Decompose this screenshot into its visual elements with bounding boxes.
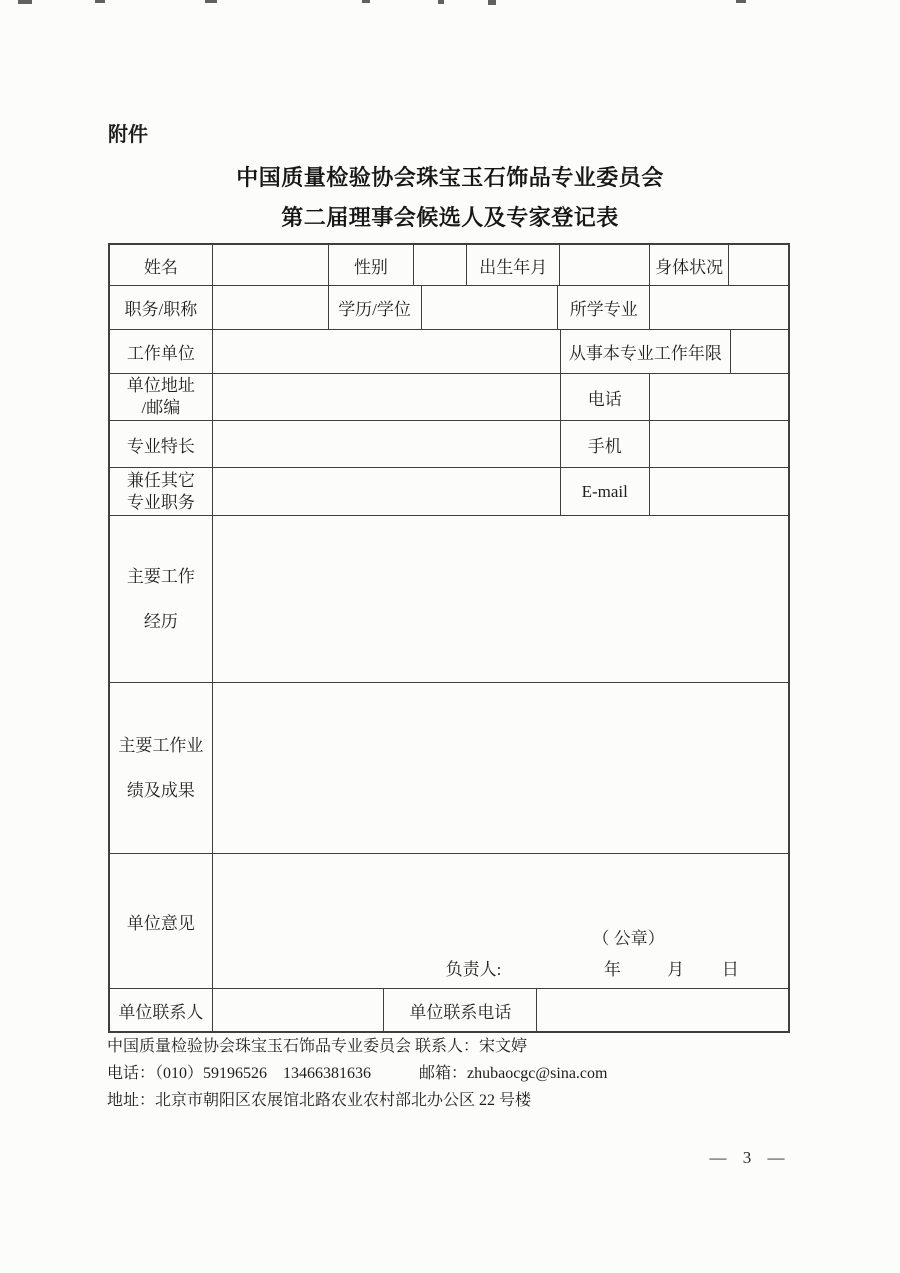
gender-label: 性别: [328, 245, 413, 285]
telephone-value-cell: [649, 374, 788, 420]
concurrent-posts-label-line1: 兼任其它: [126, 470, 195, 490]
position-title-value-cell: [212, 286, 328, 329]
email-label: E-mail: [560, 468, 649, 515]
work-experience-value-cell: [212, 516, 788, 682]
work-years-label: 从事本专业工作年限: [560, 330, 731, 373]
year-label: 年: [603, 959, 621, 979]
scan-artifact: [362, 0, 370, 3]
attachment-label: 附件: [108, 124, 148, 146]
form-row-opinion: [110, 854, 788, 989]
position-title-label: 职务/职称: [124, 300, 198, 319]
health-status-label: 身体状况: [649, 245, 728, 285]
telephone-label: 电话: [560, 374, 649, 420]
concurrent-posts-value-cell: [212, 468, 560, 515]
form-row-specialty: [110, 421, 788, 468]
mobile-label: 手机: [560, 421, 649, 467]
form-row-workunit: [110, 330, 788, 374]
unit-address-label-line2: /邮编: [141, 398, 181, 417]
specialty-label: 专业特长: [126, 436, 195, 456]
education-degree-label: 学历/学位: [328, 286, 421, 329]
name-value-cell: [212, 245, 328, 285]
mobile-value-cell: [649, 421, 788, 467]
form-row-personal: [110, 245, 788, 286]
official-seal-placeholder: （ 公章）: [592, 928, 665, 948]
work-experience-label-line1: 主要工作: [126, 567, 195, 586]
document-title-line2: 第二届理事会候选人及专家登记表: [281, 205, 619, 230]
major-label: 所学专业: [557, 286, 649, 329]
scan-artifact: [438, 0, 444, 4]
unit-opinion-label: 单位意见: [126, 913, 195, 933]
unit-contact-label: 单位联系人: [118, 1002, 204, 1022]
document-title-line1: 中国质量检验协会珠宝玉石饰品专业委员会: [236, 165, 664, 190]
footer-line-address: 地址：北京市朝阳区农展馆北路农业农村部北办公区 22 号楼: [107, 1092, 532, 1109]
email-value-cell: [649, 468, 788, 515]
unit-opinion-value-cell: [212, 854, 788, 988]
employer-label: 工作单位: [126, 344, 195, 363]
work-experience-label: [110, 516, 212, 682]
unit-address-value-cell: [212, 374, 560, 420]
form-row-experience: [110, 516, 788, 683]
achievements-label: [110, 683, 212, 853]
achievements-label-line1: 主要工作业: [118, 736, 204, 755]
form-row-job: [110, 286, 788, 330]
footer-line-phone-email: 电话：（010）59196526 13466381636 邮箱：zhubaocgc@sina.com: [107, 1065, 608, 1082]
responsible-person-label: 负责人:: [445, 959, 502, 979]
form-row-concurrent: [110, 468, 788, 516]
achievements-label-line2: 绩及成果: [126, 781, 195, 800]
education-degree-value-cell: [421, 286, 558, 329]
unit-contact-value-cell: [212, 989, 384, 1031]
birth-date-value-cell: [559, 245, 648, 285]
unit-address-label-line1: 单位地址: [126, 376, 195, 395]
unit-address-label: [110, 374, 212, 420]
health-status-value-cell: [728, 245, 788, 285]
scan-artifact: [488, 0, 496, 5]
concurrent-posts-label-line2: 专业职务: [126, 492, 195, 512]
major-value-cell: [649, 286, 788, 329]
work-years-value-cell: [730, 330, 788, 373]
form-row-achievements: [110, 683, 788, 854]
unit-contact-phone-value-cell: [536, 989, 788, 1031]
specialty-value-cell: [212, 421, 560, 467]
registration-form-table: [108, 243, 790, 1033]
name-label: 姓名: [143, 257, 178, 277]
form-row-address: [110, 374, 788, 421]
scan-artifact: [736, 0, 746, 3]
footer-line-organization: 中国质量检验协会珠宝玉石饰品专业委员会 联系人：宋文婷: [107, 1038, 528, 1055]
employer-value-cell: [212, 330, 560, 373]
unit-contact-phone-label: 单位联系电话: [383, 989, 536, 1031]
scan-artifact: [205, 0, 217, 3]
footer-contact-info: [107, 1033, 747, 1114]
day-label: 日: [721, 959, 739, 979]
gender-value-cell: [413, 245, 466, 285]
concurrent-posts-label: [110, 468, 212, 515]
achievements-value-cell: [212, 683, 788, 853]
page-number: — 3 —: [709, 1148, 791, 1167]
birth-date-label: 出生年月: [466, 245, 560, 285]
form-row-contact: [110, 989, 788, 1031]
month-label: 月: [667, 959, 685, 979]
scan-artifact: [95, 0, 105, 3]
work-experience-label-line2: 经历: [143, 612, 178, 631]
scan-artifact: [18, 0, 32, 4]
